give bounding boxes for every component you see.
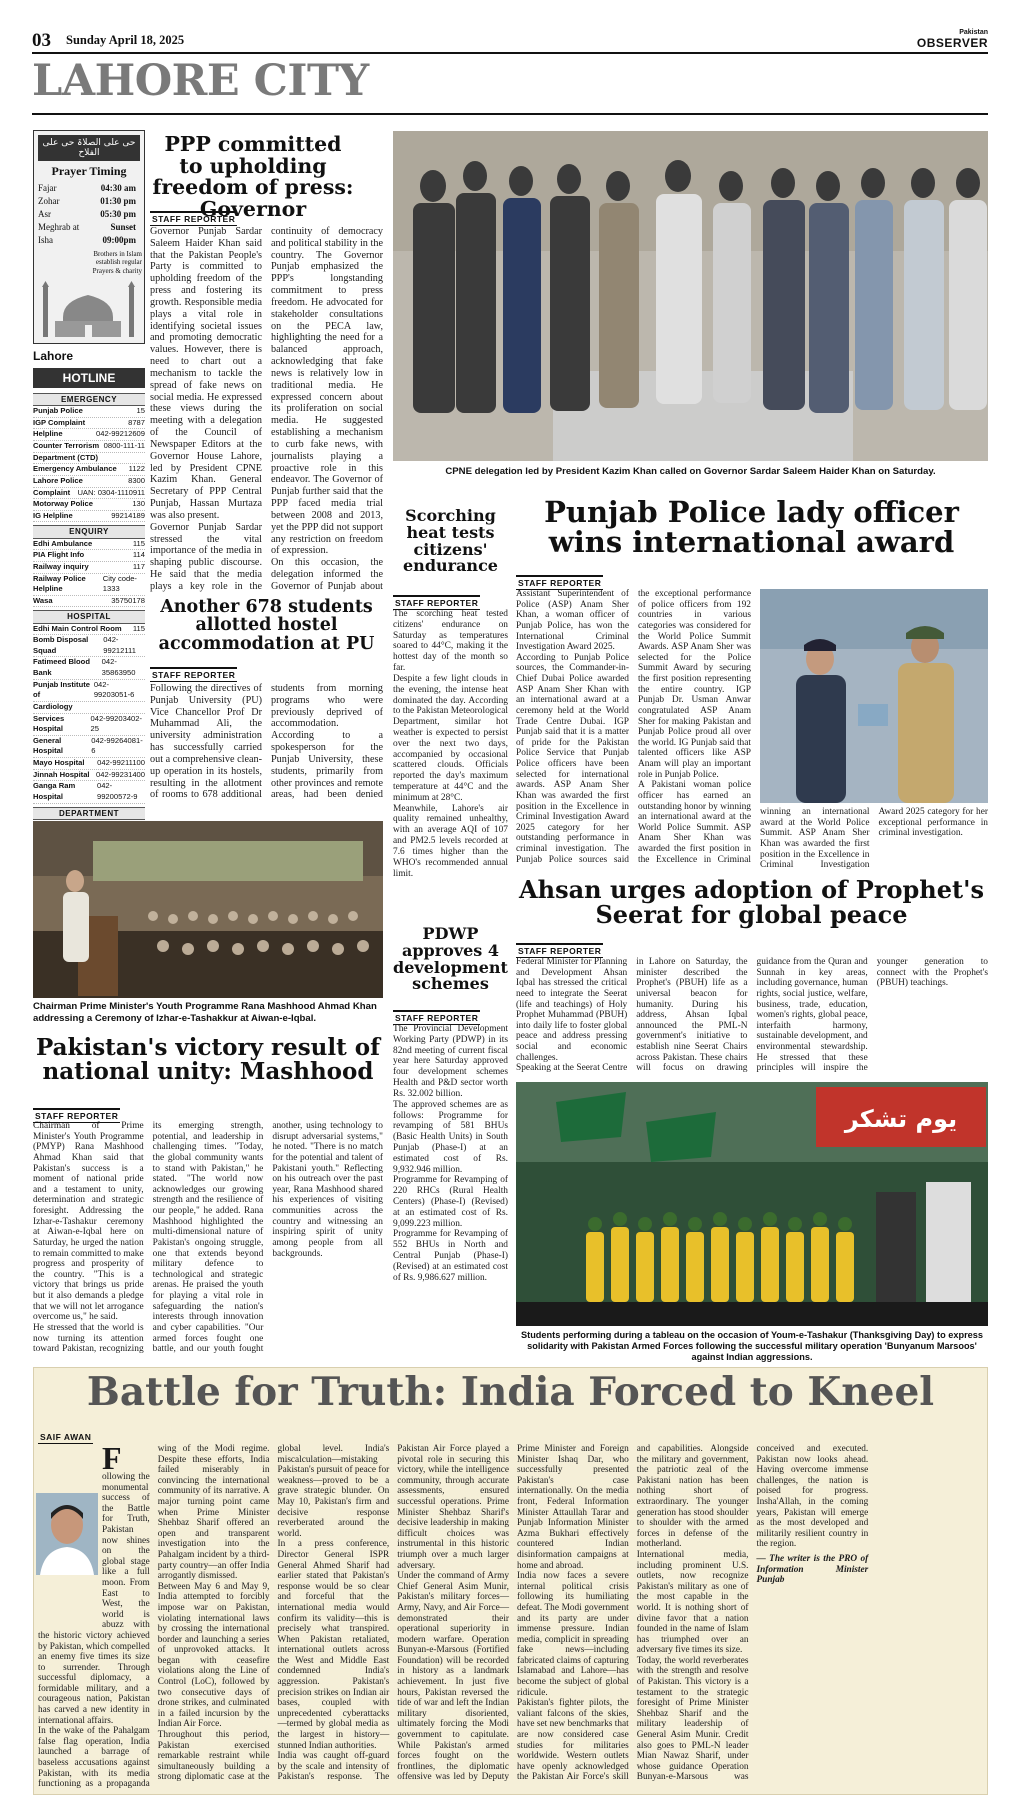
prayer-row	[38, 234, 140, 247]
hotline-section-title: DEPARTMENT	[33, 807, 145, 820]
prayer-time: Sunset	[110, 222, 136, 232]
hotline-label: Bomb Disposal Squad	[33, 635, 89, 655]
hotline-row	[33, 441, 145, 453]
prayer-name: Asr	[38, 209, 51, 219]
hotline-row	[33, 418, 145, 430]
hotline-row	[33, 550, 145, 562]
hotline-row	[33, 539, 145, 551]
hotline-number: City code-1333	[102, 573, 137, 594]
hotline-number: 130	[132, 499, 145, 509]
prayer-time: 09:00pm	[102, 235, 136, 245]
hotline-row	[33, 702, 145, 714]
hotline-number: 042-99203051-6	[93, 679, 135, 700]
banner-text: یوم تشکر	[844, 1105, 958, 1133]
hotline-row	[33, 781, 145, 803]
hotline-label: Ganga Ram Hospital	[33, 781, 76, 801]
hotline-row	[33, 758, 145, 770]
photo-cpne-delegation	[393, 131, 988, 461]
hotline-number: 042-35863950	[101, 657, 136, 678]
hotline-label: Cardiology	[33, 701, 73, 711]
masthead-small: Pakistan	[959, 29, 988, 36]
hotline-label: Punjab Institute of	[33, 679, 90, 700]
prayer-note: Brothers in Islam establish regular Prayers & charity	[92, 250, 142, 275]
prayer-timing-box	[33, 130, 145, 344]
headline-ppp-press: PPP committed to upholding freedom of press: Governor	[152, 132, 354, 221]
hotline-label: Counter Terrorism	[33, 441, 100, 451]
header-rule	[32, 52, 988, 54]
hotline-number: 042-99212609	[96, 429, 145, 439]
hotline-number: 042-99200572-9	[96, 781, 138, 801]
photo-youm-e-tashakur	[516, 1082, 988, 1326]
hotline-row	[33, 657, 145, 679]
hotline-number: 99214189	[111, 510, 145, 520]
hotline-number: 042-99203402-25	[90, 713, 143, 734]
hotline-row	[33, 406, 145, 418]
prayer-rows	[38, 182, 140, 247]
hotline-label: Wasa	[33, 595, 53, 605]
prayer-row	[38, 221, 140, 234]
photo-award-ceremony	[760, 589, 988, 803]
headline-battle-for-truth: Battle for Truth: India Forced to Kneel	[86, 1369, 935, 1415]
hotline-label: General Hospital	[33, 735, 63, 756]
hotline-label: Edhi Ambulance	[33, 538, 93, 548]
hotline-label: Railway inquiry	[33, 561, 89, 571]
prayer-name: Meghrab at	[38, 222, 80, 232]
hotline-row	[33, 624, 145, 636]
hotline-row	[33, 736, 145, 758]
hotline-number: 115	[132, 538, 145, 548]
hotline-label: Helpline	[33, 429, 63, 439]
hotline-number: 042-99211100	[97, 758, 145, 768]
photo-aiwan-ceremony	[33, 821, 383, 998]
writer-photo-spacer	[38, 1492, 102, 1622]
section-title: LAHORE CITY	[32, 56, 369, 106]
page-number: 03	[32, 30, 51, 51]
hotline-section-title: ENQUIRY	[33, 525, 145, 538]
headline-heat: Scorching heat tests citizens' endurance	[403, 506, 498, 576]
story-body: Federal Minister for Planning and Development Ahsan Iqbal has stressed the critical need to integrate the Seerat (life and teachings) of Holy Prophet Muhammad (PBUH) into daily life to foster global peace and address pressing social and economic challenges. Speaking at the Seerat Centre in Lahore on Saturday, the minister described the Prophet's (PBUH) life as a universal beacon for humanity. During his address, Ahsan Iqbal announced the PML-N government's initiative to establish nine Seerat Chairs across Pakistan. These chairs will focus on drawing guidance from the Quran and Sunnah in key areas, including governance, human rights, social justice, welfare, business, trade, education, women's rights, global peace, interfaith harmony, sustainable development, and environmental stewardship. He stressed that these principles will inspire the younger generation to connect with the Prophet's (PBUH) teachings.	[516, 957, 988, 1074]
section-rule	[32, 113, 988, 115]
hotline-number: 8787	[128, 417, 145, 427]
hotline-number: 117	[132, 561, 145, 571]
hotline-number: UAN: 0304-1110911	[77, 487, 145, 497]
headline-pu-hostel: Another 678 students allotted hostel accommodation at PU	[158, 597, 375, 654]
prayer-time: 05:30 pm	[100, 209, 136, 219]
hotline-row	[33, 562, 145, 574]
masthead-logo: OBSERVER	[916, 36, 988, 50]
writer-footnote: — The writer is the PRO of Information Minister Punjab	[756, 1553, 869, 1586]
hotline-label: Mayo Hospital	[33, 758, 85, 768]
prayer-row	[38, 208, 140, 221]
opinion-body	[38, 1444, 988, 1790]
hotline-label: Railway Police Helpline	[33, 573, 86, 594]
opinion-text: ollowing the monumental success of the Battle for Truth, Pakistan now shines on the global stage like a full moon. From East to West, the world is abuzz with the historic victory achieved by Pakistan, which compelled an enemy five times its size to surrender. Through successful diplomacy, a formidable military, and a courageous nation, Pakistan has carved a new identity in international affairs. In the wake of the Pahalgam false flag operation, India launched a barrage of baseless accusations against Pakistan, with its media functioning as a propaganda wing of the Modi regime. Despite these efforts, India failed miserably in convincing the international community of its narrative. A major turning point came when Prime Minister Shehbaz Sharif offered an open and transparent investigation into the Pahalgam incident by a third-party country—an offer India arrogantly dismissed. Between May 6 and May 9, India attempted to forcibly impose war on Pakistan, violating international laws by crossing the international border and launching a series of unprovoked attacks. It began with ceasefire violations along the Line of Control (LoC), followed by two consecutive days of drone strikes, and culminated in a failed incursion by the Indian Air Force. Throughout this period, Pakistan exercised remarkable restraint while simultaneously building a strong diplomatic case at the global level. India's miscalculation—mistaking Pakistan's pursuit of peace for weakness—proved to be a grave strategic blunder. On May 10, Pakistan's firm and decisive response reverberated around the world. In a press conference, Director General ISPR General Ahmed Sharif had earlier stated that Pakistan's response would be so clear and forceful that the international media would confirm its validity—this is precisely what transpired. When Pakistan retaliated, international outlets across the West and Middle East condemned India's aggression. Pakistan's precision strikes on Indian air bases, coupled with unprecedented cyberattacks—termed by global media as the largest in history—stunned Indian authorities. India was caught off-guard by the scale and intensity of Pakistan's response. The Pakistan Air Force played a pivotal role in securing this victory, while the intelligence community, through accurate assessments, ensured successful operations. Prime Minister Shehbaz Sharif's decisive leadership in making difficult choices was instrumental in this historic triumph over a much larger adversary. Under the command of Army Chief General Asim Munir, Pakistan's military forces—Army, Navy, and Air Force—demonstrated their operational superiority in modern warfare. Operation Bunyan-e-Marsous (Fortified Foundation) will be recorded in history as a landmark achievement. In just five hours, Pakistan reversed the tide of war and left the Indian military disoriented, ultimately forcing the Modi government to capitulate. While Pakistan's armed forces fought on the frontlines, the diplomatic offensive was led by Deputy Prime Minister and Foreign Minister Ishaq Dar, who successfully presented Pakistan's case internationally. On the media front, Federal Information Minister Attaullah Tarar and Punjab Information Minister Azma Bukhari effectively countered Indian disinformation campaigns at home and abroad. India now faces a severe internal political crisis following its humiliating defeat. The Modi government and its party are under immense pressure. Indian media, complicit in spreading fake news—including fabricated claims of capturing Islamabad and Lahore—has become the subject of global ridicule. Pakistan's fighter pilots, the valiant falcons of the skies, have set new benchmarks that are now considered case studies for militaries worldwide. Western outlets have openly acknowledged the Pakistan Air Force's skill and capabilities. Alongside the military and government, the patriotic zeal of the Pakistani nation has been nothing short of extraordinary. The younger generation has stood shoulder to shoulder with the armed forces in defense of the motherland. International media, including prominent U.S. outlets, now recognize Pakistan's military as one of the most capable in the world. It is nothing short of divine favor that a nation founded in the name of Islam has triumphed over an adversary five times its size. Today, the world reverberates with the strength and resolve of Pakistan. This victory is a testament to the strategic foresight of Prime Minister Shehbaz Sharif and the military leadership of General Asim Munir. Credit also goes to PML-N leader Mian Nawaz Sharif, under whose guidance Operation Bunyan-e-Marsous was conceived and executed. Pakistan now looks ahead. Having overcome immense challenges, the nation is poised for progress. Insha'Allah, in the coming years, Pakistan will emerge as the most developed and militarily resilient country in the region.	[38, 1444, 869, 1790]
hotline-number: 35750178	[111, 595, 145, 605]
photo-hall-audience	[33, 821, 383, 998]
hotline-row	[33, 680, 145, 702]
hotline-number: 042-99264081-6	[91, 735, 143, 756]
hotline-number: 8300	[128, 475, 145, 485]
prayer-name: Zohar	[38, 196, 60, 206]
prayer-name: Fajar	[38, 183, 57, 193]
hotline-number: 15	[136, 406, 145, 416]
photo-caption: Chairman Prime Minister's Youth Programme Rana Mashhood Ahmad Khan addressing a Ceremony of Izhar-e-Tashakkur at Aiwan-e-Iqbal.	[33, 1001, 377, 1024]
prayer-time: 01:30 pm	[100, 196, 136, 206]
hotline-row	[33, 511, 145, 523]
hotline-row	[33, 596, 145, 608]
byline: STAFF REPORTER	[393, 595, 480, 610]
photo-students-tableau	[516, 1082, 988, 1326]
hotline-row	[33, 453, 145, 465]
hotline-number: 0800-111-11	[103, 441, 145, 451]
hotline-label: Lahore Police	[33, 475, 83, 485]
byline: STAFF REPORTER	[516, 575, 603, 590]
dropcap: F	[102, 1444, 122, 1476]
hotline-label: PIA Flight Info	[33, 550, 85, 560]
hotline-label: Motorway Police	[33, 499, 93, 509]
byline: STAFF REPORTER	[33, 1108, 120, 1123]
hotline-row	[33, 770, 145, 782]
hotline-label: Edhi Main Control Room	[33, 623, 122, 633]
byline: STAFF REPORTER	[150, 211, 237, 226]
hotline-row	[33, 429, 145, 441]
prayer-row	[38, 182, 140, 195]
prayer-row	[38, 195, 140, 208]
prayer-title: Prayer Timing	[51, 164, 127, 178]
hotline-label: Services Hospital	[33, 713, 65, 734]
hotline-label: Complaint	[33, 487, 71, 497]
byline: STAFF REPORTER	[150, 667, 237, 682]
hotline-number: 114	[132, 550, 145, 560]
story-body: The Provincial Development Working Party (PDWP) in its 82nd meeting of current fiscal year here Saturday approved four development schemes Health and P&D sector worth Rs. 32.002 billion. The approved schemes are as follows: Programme for revamping of 581 BHUs (Basic Health Units) in South Punjab (Phase-I) at an estimated cost of Rs. 9,932.946 million. Programme for Revamping of 220 RHCs (Rural Health Centers) (Phase-I) (Revised) at an estimated cost of Rs. 9,099.223 million. Programme for Revamping of 552 BHUs in North and Central Punjab (Phase-I) (Revised) at an estimated cost of Rs. 9,986.627 million.	[393, 1024, 508, 1283]
byline: STAFF REPORTER	[516, 943, 603, 958]
hotline-row	[33, 464, 145, 476]
hotline-number: 042-99212111	[103, 635, 136, 655]
hotline-row	[33, 476, 145, 488]
hotline-number: 115	[132, 623, 145, 633]
hotline-number: 042-99231400	[96, 769, 145, 779]
prayer-name: Isha	[38, 235, 53, 245]
mosque-icon	[39, 281, 139, 337]
hotline-label: IGP Complaint	[33, 417, 86, 427]
prayer-arabic: حی علی الصلاۃ حی علی الفلاح	[38, 135, 140, 161]
hotline-label: IG Helpline	[33, 510, 73, 520]
headline-pdwp: PDWP approves 4 development schemes	[393, 924, 508, 994]
hotline-label: Punjab Police	[33, 406, 83, 416]
hotline-label: Department (CTD)	[33, 452, 98, 462]
story-body: Governor Punjab Sardar Saleem Haider Khan said that the Pakistan People's Party is committed to upholding freedom of the press and fostering its growth. Responsible media plays a vital role in identifying societal issues and promoting democratic values. However, there is need to chart out a mechanism to tackle the spread of fake news on social media. He expressed these views during the meeting with a delegation of the Council of Newspaper Editors at the Governor House Lahore, led by President CPNE Kazim Khan. General Secretary of PPP Central Punjab, Hassan Murtaza was also present. Governor Punjab Sardar stressed the vital importance of the media in shaping public discourse. He said that the media plays a key role in the continuity of democracy and political stability in the country. The Governor Punjab emphasized the PPP's longstanding commitment to press freedom. He advocated for stakeholder consultations on the PECA law, highlighting the need for a balanced approach, acknowledging that fake news is relatively low in traditional media. He expressed concern about its proliferation on social media. He suggested establishing a mechanism to curb fake news, with journalists playing a proactive role in this endeavor. The Governor of Punjab further said that the PPP faced media trial between 2008 and 2013, yet the PPP did not support any restriction on freedom of expression. On this occasion, the delegation informed the Governor of Punjab about	[150, 226, 383, 592]
story-body: Following the directives of Punjab University (PU) Vice Chancellor Prof Dr Muhammad Ali, the university administration has successfully carried out a comprehensive clean-up operation in its hostels, resulting in the allotment of rooms to 678 additional students from morning programs who were previously deprived of accommodation. According to a spokesperson for the Punjab University, these students, primarily from other provinces and remote areas, had been denied	[150, 683, 383, 801]
story-body: The scorching heat tested citizens' endurance on Saturday as temperatures soared to 44°C, making it the hottest day of the month so far. Despite a few light clouds in the evening, the intense heat dominated the day. According to the Pakistan Meteorological Department, similar hot weather is expected to persist over the next two days, accompanied by occasional scattered clouds. Officials reported the day's maximum temperature at 44°C and the minimum at 28°C. Meanwhile, Lahore's air quality remained unhealthy, with an average AQI of 107 and PM2.5 levels recorded at 7.6 times higher than the WHO's recommended annual limit.	[393, 609, 508, 879]
hotline-row	[33, 635, 145, 657]
prayer-city: Lahore	[33, 349, 74, 363]
story-body: Chairman of Prime Minister's Youth Programme (PMYP) Rana Mashhood Ahmad Khan said that Pakistan's success is a moment of national pride and a testament to unity, determination and strategic foresight. Addressing the Izhar-e-Tashakur ceremony at Aiwan-e-Iqbal here on Saturday, he urged the nation to remain committed to make progress and prosperity of the country. "This is a victory that brings us pride but it also demands a pledge that we will not let arrogance overcome us," he said. He stressed that the world is now turning its attention toward Pakistan, recognizing its emerging strength, potential, and leadership in challenging times. "Today, the global community wants to stand with Pakistan," he stated. "The world now acknowledges our growing strength and the resilience of our people," he added. Rana Mashhood highlighted the multi-dimensional nature of Pakistan's ongoing struggle, one that extends beyond military defence to technological and strategic arenas. He praised the youth for playing a vital role in safeguarding the nation's interests through innovation and cyber capabilities. "Our armed forces fought one battle, and our youth fought another, using technology to disrupt adversarial systems," he noted. "There is no match for the potential and talent of Pakistani youth." Reflecting on his outreach over the past year, Rana Mashhood shared his experiences of visiting communities across the country and witnessing an inspiring spirit of unity among people from all backgrounds.	[33, 1121, 383, 1355]
headline-mashhood: Pakistan's victory result of national unity: Mashhood	[35, 1034, 381, 1086]
hotline-row	[33, 574, 145, 596]
hotline-label: Jinnah Hospital	[33, 769, 90, 779]
story-body-continued: winning an international award at the World Police Summit. ASP Anam Sher Khan was awarded the first position in the Excellence in Criminal Investigation Award 2025 category for her exceptional performance in criminal investigation.	[760, 807, 988, 871]
hotline-label: Emergency Ambulance	[33, 464, 117, 474]
hotline-section-title: EMERGENCY	[33, 393, 145, 406]
photo-group-figures	[393, 131, 988, 461]
story-body: Assistant Superintendent of Police (ASP) Anam Sher Khan, a woman officer of Punjab Police, has won the International Criminal Investigation Award 2025. According to Punjab Police sources, the Commander-in-Chief Dubai Police awarded ASP Anam Sher Khan with an international award at a ceremony held at the World Trade Centre Dubai. IGP Punjab said that it is a matter of pride for the Pakistan Police Service that Punjab Police officers have been selected for international awards. ASP Anam Sher Khan was awarded the first position in the Excellence in Criminal Investigation Award 2025 category for her outstanding performance in criminal investigation. The Punjab Police sources said the exceptional performance of police officers from 192 countries in various categories was considered for the World Police Summit Awards. ASP Anam Sher was selected for the Police Summit Award by securing the first position representing the entire country. IGP Punjab Dr. Usman Anwar congratulated ASP Anam Sher for making Pakistan and Punjab Police proud all over the world. IG Punjab said that talented officers like ASP Anam will play an important role in Punjab Police. A Pakistani woman police officer has earned an outstanding honor by winning an international award at the World Police Summit. ASP Anam Sher Khan was awarded the first position in the Excellence in Criminal	[516, 589, 751, 865]
hotline-label: Fatimeed Blood Bank	[33, 657, 90, 678]
byline: STAFF REPORTER	[393, 1010, 480, 1025]
headline-ahsan: Ahsan urges adoption of Prophet's Seerat for global peace	[519, 875, 984, 930]
byline: SAIF AWAN	[38, 1431, 93, 1444]
headline-police-award: Punjab Police lady officer wins international award	[544, 495, 959, 560]
hotline-title: HOTLINE	[33, 368, 145, 388]
hotline-row	[33, 499, 145, 511]
prayer-time: 04:30 am	[100, 183, 136, 193]
photo-caption: Students performing during a tableau on the occasion of Youm-e-Tashakur (Thanksgiving Day) to express solidarity with Pakistan Armed Forces following the successful military operation 'Bunyanum Marsoos' against Indian aggressions.	[521, 1330, 983, 1363]
photo-officers	[760, 589, 988, 803]
hotline-section-title: HOSPITAL	[33, 610, 145, 623]
hotline-row	[33, 714, 145, 736]
photo-caption: CPNE delegation led by President Kazim Khan called on Governor Sardar Saleem Haider Khan on Saturday.	[445, 466, 936, 477]
hotline-row	[33, 488, 145, 500]
hotline-directory	[33, 390, 145, 855]
page-date: Sunday April 18, 2025	[66, 33, 185, 47]
hotline-number: 1122	[128, 464, 145, 474]
